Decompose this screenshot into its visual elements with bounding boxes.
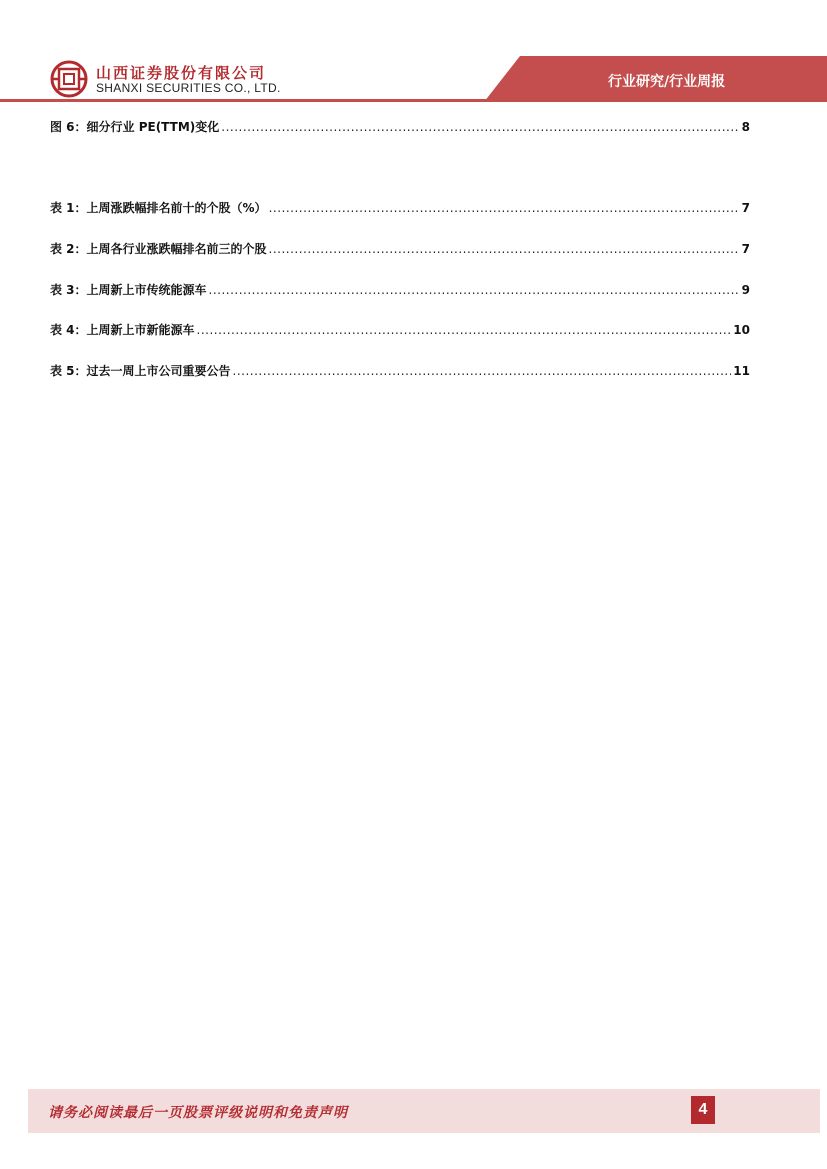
toc-dot-leader [233, 363, 732, 379]
toc-entry-page: 10 [733, 323, 750, 337]
toc-dot-leader [269, 200, 740, 216]
toc-entry-figure-6[interactable] [50, 119, 750, 135]
page-number: 4 [691, 1096, 715, 1124]
toc-entry-label: 表 2：上周各行业涨跌幅排名前三的个股 [50, 242, 267, 256]
toc-entry-page: 8 [741, 120, 750, 134]
toc-entry-label: 表 4：上周新上市新能源车 [50, 323, 195, 337]
toc-entry-table-2[interactable] [50, 241, 750, 257]
disclaimer-text: 请务必阅读最后一页股票评级说明和免责声明 [48, 1105, 348, 1121]
toc-entry-label: 图 6：细分行业 PE(TTM)变化 [50, 120, 220, 134]
toc-dot-leader [197, 322, 732, 338]
toc-entry-table-1[interactable] [50, 200, 750, 216]
toc-dot-leader [269, 241, 740, 257]
page-header [0, 0, 827, 106]
toc-entry-label: 表 3：上周新上市传统能源车 [50, 283, 207, 297]
toc-entry-page: 9 [741, 283, 750, 297]
toc-dot-leader [209, 282, 740, 298]
company-name-cn: 山西证券股份有限公司 [96, 64, 267, 82]
toc-entry-label: 表 1：上周涨跌幅排名前十的个股（%） [50, 201, 267, 215]
toc-entry-page: 11 [733, 364, 750, 378]
company-logo-icon [50, 60, 88, 98]
toc-entry-table-5[interactable] [50, 363, 750, 379]
toc-dot-leader [221, 119, 739, 135]
toc-entry-page: 7 [741, 242, 750, 256]
toc-entry-table-4[interactable] [50, 322, 750, 338]
page-footer [28, 1089, 820, 1133]
toc-entry-label: 表 5：过去一周上市公司重要公告 [50, 364, 231, 378]
company-name-en: SHANXI SECURITIES CO., LTD. [96, 81, 281, 95]
toc-entry-table-3[interactable] [50, 282, 750, 298]
report-type-label: 行业研究/行业周报 [608, 74, 726, 90]
toc-entry-page: 7 [741, 201, 750, 215]
